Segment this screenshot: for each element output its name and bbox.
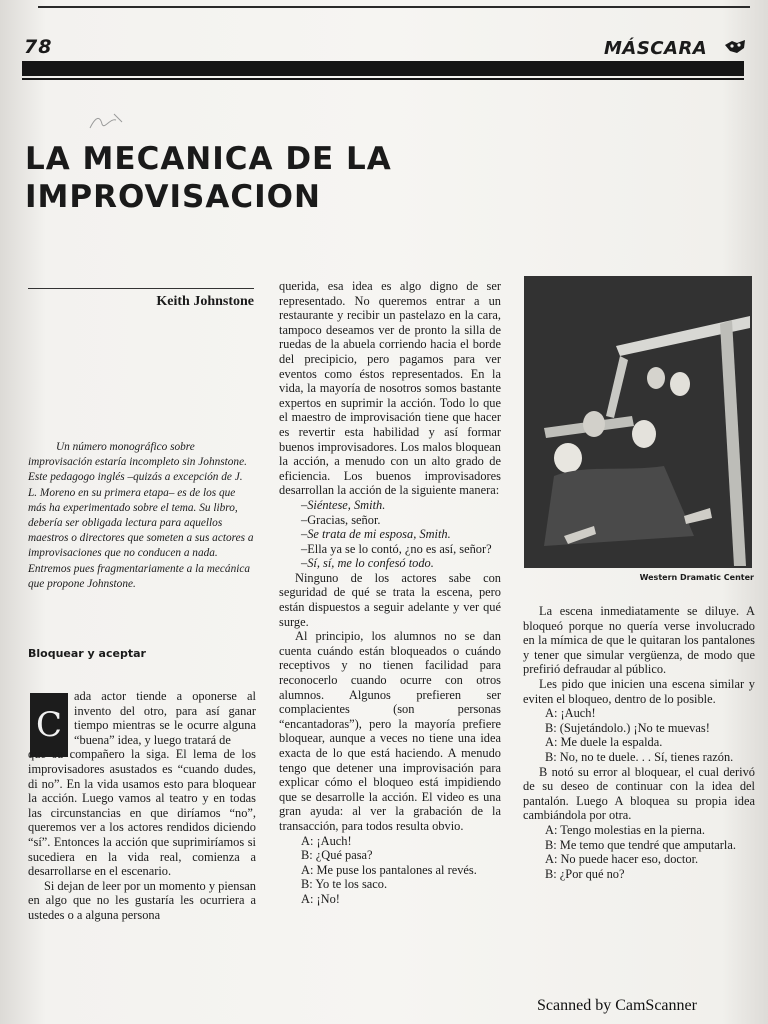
article-title	[25, 140, 545, 216]
dialogue-line: A: ¡Auch!	[545, 706, 596, 721]
dialogue-line: B: No, no te duele. . . Sí, tienes razón.	[545, 749, 734, 764]
mask-icon	[724, 39, 746, 55]
dialogue-line: B: ¿Por qué no?	[545, 866, 625, 881]
dialogue-line: –Se trata de mi esposa, Smith.	[301, 527, 451, 542]
magazine-logo: MÁSCARA	[604, 38, 708, 59]
dialogue-line: B: ¿Qué pasa?	[301, 848, 373, 863]
dialogue-line: A: ¡Auch!	[301, 833, 352, 848]
dialogue-line: A: Me puse los pantalones al revés.	[301, 862, 477, 877]
article-photo	[524, 276, 752, 568]
dialogue-line: A: Tengo molestias en la pierna.	[545, 822, 705, 837]
dialogue-line: –Ella ya se lo contó, ¿no es así, señor?	[301, 541, 492, 556]
pencil-scribble	[88, 110, 128, 132]
dialogue-line: B: (Sujetándolo.) ¡No te muevas!	[545, 720, 710, 735]
dialogue-line: B: Me temo que tendré que amputarla.	[545, 837, 736, 852]
article-title-line-2: IMPROVISACION	[25, 179, 321, 215]
text-column-2	[279, 279, 501, 907]
text-column-1	[28, 689, 256, 923]
author-name: Keith Johnstone	[156, 294, 254, 309]
intro-paragraph: Un número monográfico sobre improvisación estaría incompleto sin Johnstone. Este pedagogo inglés –quizás a excepción de J. L. Moreno en su primera etapa– es de los que más ha experimentado sobre el tema. Su libro, debería ser obligada lectura para aquellos maestros o directores que someten a sus actores a improvisaciones que no conducen a nada. Entremos pues fragmentariamente a la mecánica que propone Johnstone.	[28, 441, 254, 590]
photo-credit: Western Dramatic Center	[639, 573, 754, 582]
drop-cap: C	[30, 693, 68, 757]
paragraph: Ninguno de los actores sabe con seguridad de qué se trata la escena, pero están dispuestos a seguir adelante y ver qué surge.	[279, 570, 501, 629]
page-number: 78	[24, 36, 53, 58]
dialogue-line: A: No puede hacer eso, doctor.	[545, 852, 699, 867]
dialogue-line: B: Yo te los saco.	[301, 877, 388, 892]
dialogue-line: A: ¡No!	[301, 891, 340, 906]
scanner-watermark: Scanned by CamScanner	[537, 997, 697, 1014]
paragraph: Al principio, los alumnos no se dan cuenta cuándo están bloqueados o cuándo receptivos y no tienen facilidad para reconocerlo cuando ocurre con otros alumnos. Algunos prefieren ser complacientes (son personas “encantadoras”), pero la mayoría prefiere bloquear, aunque a veces no tiene una idea exacta de lo que está haciendo. A menudo tengo que detener una improvisación para explicar cómo el bloqueo está impidiendo que se desarrolle la acción. El video es una gran ayuda: al ver la grabación de la transacción, para todos resulta obvio.	[279, 629, 501, 833]
paragraph: Les pido que inicien una escena similar y eviten el bloqueo, dentro de lo posible.	[523, 676, 755, 706]
dialogue-line: –Gracias, señor.	[301, 512, 381, 527]
header-rule	[22, 78, 744, 80]
section-heading: Bloquear y aceptar	[28, 647, 146, 660]
dialogue-line: –Siéntese, Smith.	[301, 497, 386, 512]
paragraph: B notó su error al bloquear, el cual derivó de su deseo de continuar con la idea del pantalón. Luego A bloquea su propia idea cambiándola por otra.	[523, 764, 755, 823]
paragraph: que su compañero la siga. El lema de los improvisadores asustados es “cuando dudes, di no”. En la vida usamos esto para bloquear la acción. Luego vamos al teatro y en todas las circunstancias en que diríamos “no”, queremos ver a los actores rendidos diciendo “sí”. Entonces la acción que suprimiríamos si sucediera en la vida real, comienza a desarrollarse en el escenario.	[28, 747, 256, 879]
paragraph: ada actor tiende a oponerse al invento del otro, para así ganar tiempo mientras se le ocurre alguna “buena” idea, y luego tratará de	[74, 689, 256, 747]
author-rule	[28, 288, 254, 289]
dialogue-line: A: Me duele la espalda.	[545, 735, 663, 750]
text-column-3	[523, 604, 755, 881]
top-edge-rule	[38, 6, 750, 8]
article-title-line-1: LA MECANICA DE LA	[25, 141, 392, 177]
paragraph: Si dejan de leer por un momento y piensan en algo que no les gustaría les ocurriera a ustedes o a alguna persona	[28, 878, 256, 922]
paragraph: La escena inmediatamente se diluye. A bloqueó porque no quería verse involucrado en la mímica de que le quitaran los pantalones y tener que simular vergüenza, de modo que prefirió defraudar al público.	[523, 604, 755, 677]
paragraph: querida, esa idea es algo digno de ser representado. No queremos entrar a un restaurante y recibir un pastelazo en la cara, tampoco deseamos ver de pronto la silla de ruedas de la abuela corriendo hacia el borde del precipicio, pero pagamos para ver eventos como éstos representados. En la vida, la mayoría de nosotros somos bastante expertos en suprimir la acción. Todo lo que el maestro de improvisación tiene que hacer es revertir esta habilidad y así formar buenos improvisadores. Los malos bloquean la acción, a menudo con un alto grado de eficiencia. Los buenos improvisadores desarrollan la acción de la siguiente manera:	[279, 279, 501, 498]
header-bar	[22, 61, 744, 76]
dialogue-line: –Sí, sí, me lo confesó todo.	[301, 556, 434, 571]
